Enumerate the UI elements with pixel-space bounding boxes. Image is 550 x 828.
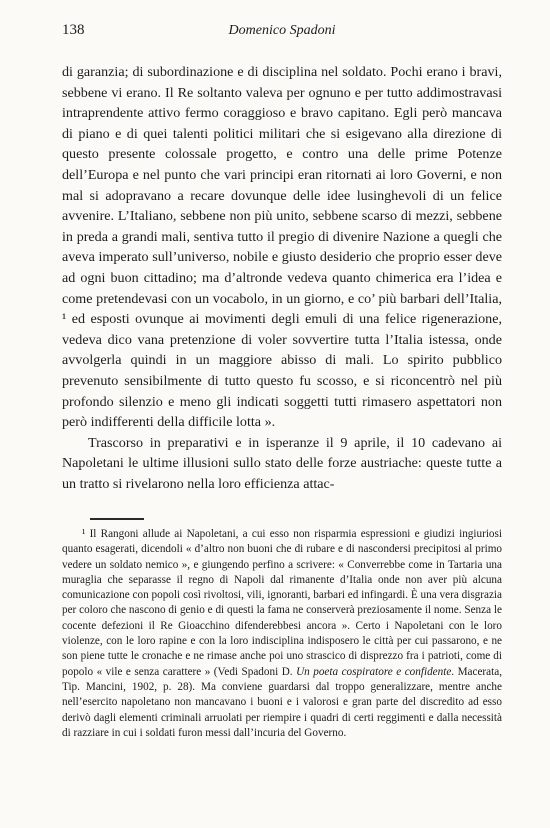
page-header <box>62 22 502 42</box>
page-number: 138 <box>62 22 85 38</box>
footnote-italic-title: Un poeta cospiratore e confidente <box>296 665 452 678</box>
paragraph-2: Trascorso in preparativi e in isperanze il 9 aprile, il 10 cadevano ai Napoletani le ultime illusioni sullo stato delle forze austriache: queste tutte a un tratto si rivelarono nella loro efficienza attac- <box>62 434 502 492</box>
main-text <box>62 62 502 494</box>
running-title: Domenico Spadoni <box>228 23 336 38</box>
footnote-text-1: ¹ Il Rangoni allude ai Napoletani, a cui esso non risparmia espressioni e giudizi ingiuriosi quanto esagerati, dicendoli « d’altro non buoni che di rubare e di nascondersi precipitosi al primo vedere un soldato nemico », e giungendo perfino a scrivere: « Converrebbe come in Tartaria una muraglia che separasse il regno di Napoli dal rimanente d’Italia onde non aver più alcuna comunicazione con popoli così rivoltosi, vili, ignoranti, barbari ed infingardi. È una vera disgrazia per coloro che nascono di genio e di questi la fama ne conserverà preziosamente il nome. Senza le cocente defezioni il Re Gioacchino difenderebbesi ancora ». Certo i Napoletani con le loro violenze, con le loro rapine e con la loro indisciplina indisposero le città per cui passarono, e ne son piene tutte le cronache e ne rimase anche poi uno strascico di disprezzo fra i patrioti, come di popolo « vile e senza carattere » (Vedi Spadoni D. <box>62 528 502 678</box>
footnote <box>62 527 502 741</box>
footnote-separator <box>90 518 144 520</box>
paragraph-1: di garanzia; di subordinazione e di disciplina nel soldato. Pochi erano i bravi, sebbene vi erano. Il Re soltanto valeva per ognuno e per tutto addimostravasi intraprendente attivo fermo coraggioso e bravo capitano. Egli però mancava di piano e di quei talenti politici militari che si esigevano alla direzione di questo presente colossale progetto, e contro una delle prime Potenze dell’Europa e nel punto che vari principi eran ritornati ai loro Governi, e non mal si adopravano a recare dovunque delle idee lusinghevoli di un felice avvenire. L’Italiano, sebbene non più unito, sebbene scarso di mezzi, sebbene in preda a grandi mali, sentiva tutto il pregio di divenire Nazione a quegli che aveva imperato sull’universo, nobile e giusto desiderio che proprio esser deve ad ogni buon cittadino; ma d’altronde vedeva quanto chimerica era l’idea e come pretendevasi con un vocabolo, in un giorno, e co’ più barbari dell’Italia, ¹ ed esposti ovunque ai movimenti degli emuli di una felice rigenerazione, vedeva dico vana pretenzione di voler sovvertire tutta l’Italia istessa, onde avvolgerla quindi in un maggiore abisso di mali. Lo spirito pubblico prevenuto sensibilmente di tutto questo fu scosso, e si riconcentrò nel più profondo silenzio e meno gli indicati soggetti tutti rimasero aspettatori non però indifferenti della difficile lotta ». <box>62 64 502 431</box>
footnote-text-2: . Macerata, Tip. Mancini, 1902, p. 28). Ma conviene guardarsi dal troppo generalizzare, mentre anche nell’esercito napoletano non mancavano i buoni e i valorosi e gran parte del discredito ad esso derivò dagli elementi criminali arruolati per riempire i quadri di certi reggimenti e dalla necessità di razziare in cui i soldati furon messi dall’incuria del Governo. <box>62 665 502 739</box>
footnote-paragraph <box>62 527 502 741</box>
